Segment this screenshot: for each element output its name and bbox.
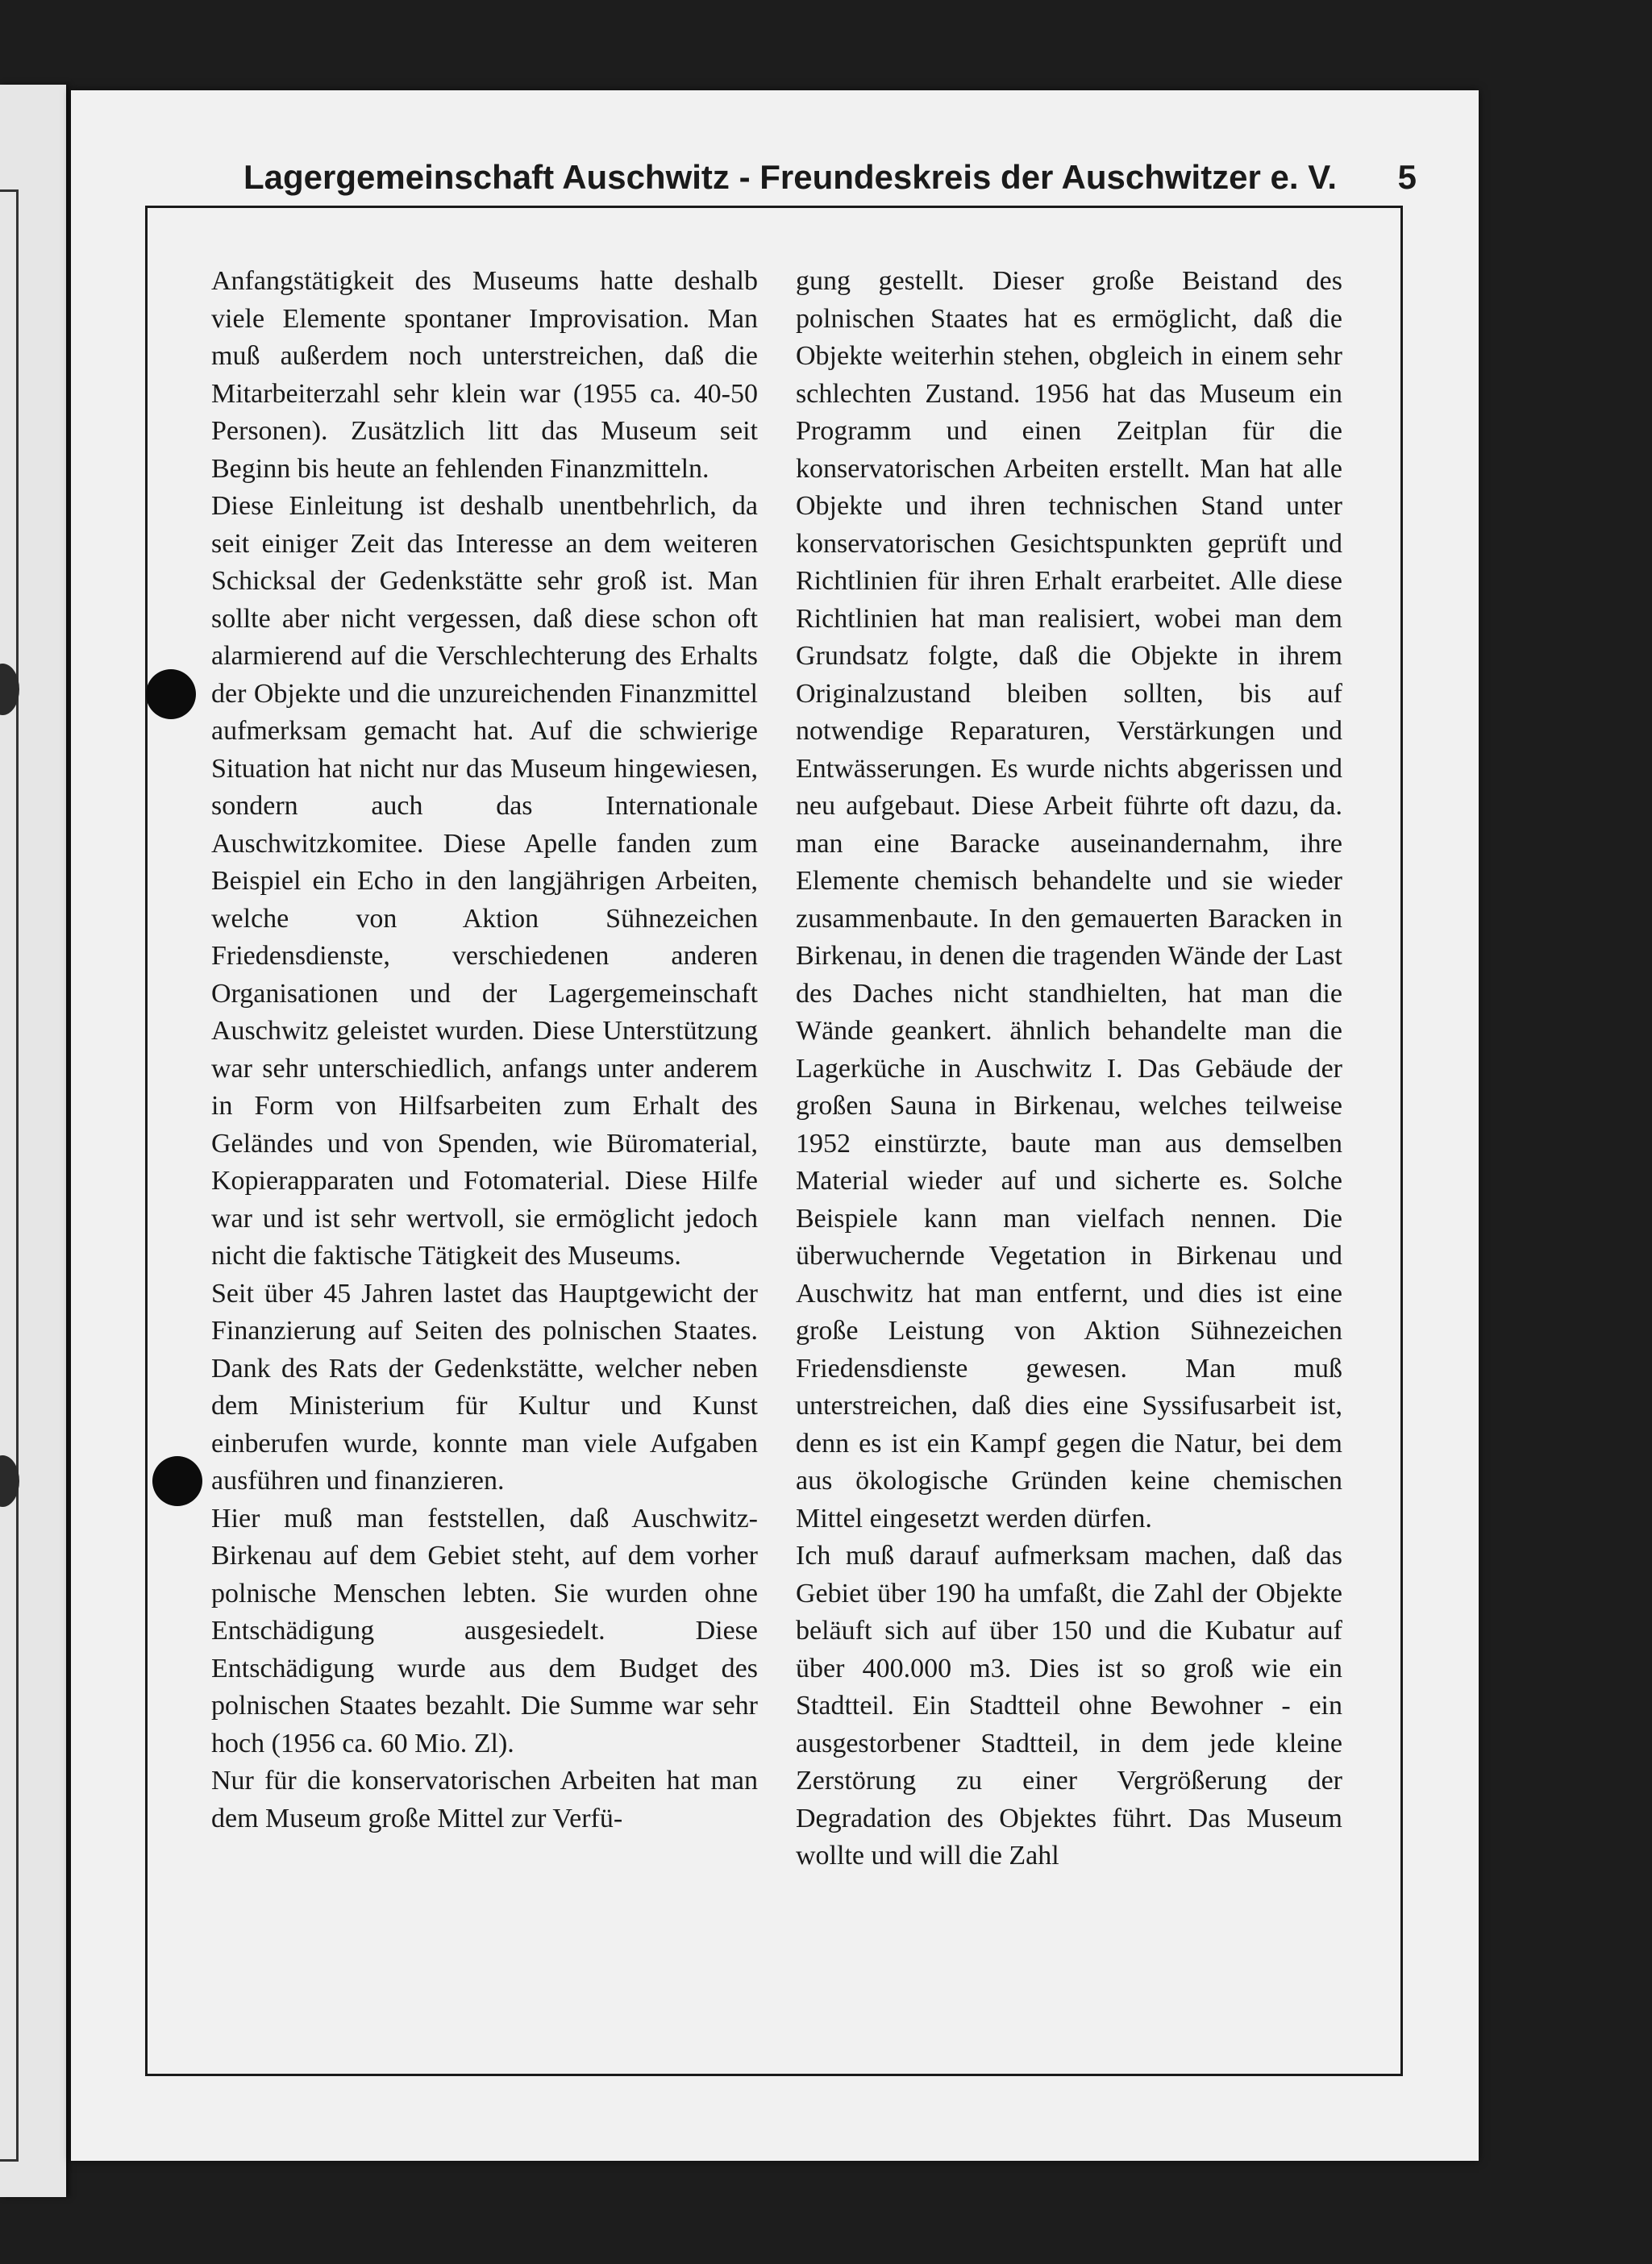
previous-page-edge [0, 85, 66, 2197]
punch-hole [146, 669, 196, 719]
paragraph: gung gestellt. Dieser große Beistand des polnischen Staates hat es ermöglicht, daß die Objekte weiterhin stehen, obgleich in einem sehr schlechten Zustand. 1956 hat das Museum ein Programm und einen Zeitplan für die konservatorischen Arbeiten erstellt. Man hat alle Objekte und ihren technischen Stand unter konservatorischen Gesichtspunkten geprüft und Richtlinien für ihren Erhalt erarbeitet. Alle diese Richtlinien hat man realisiert, wobei man dem Grundsatz folgte, daß die Objekte in ihrem Originalzustand bleiben sollten, bis auf notwendige Reparaturen, Verstärkungen und Entwässerungen. Es wurde nichts abgerissen und neu aufgebaut. Diese Arbeit führte oft dazu, da. man eine Baracke auseinandernahm, ihre Elemente chemisch behandelte und sie wieder zusammenbaute. In den gemauerten Baracken in Birkenau, in denen die tragenden Wände der Last des Daches nicht standhielten, hat man die Wände geankert. ähnlich behandelte man die Lagerküche in Auschwitz I. Das Gebäude der großen Sauna in Birkenau, welches teilweise 1952 einstürzte, baute man aus demselben Material wieder auf und sicherte es. Solche Beispiele kann man vielfach nennen. Die überwuchernde Vegetation in Birkenau und Auschwitz hat man entfernt, und dies ist eine große Leistung von Aktion Sühnezeichen Friedensdienste gewesen. Man muß unterstreichen, daß dies eine Syssifusarbeit ist, denn es ist ein Kampf gegen die Natur, bei dem aus ökologische Gründen keine chemischen Mittel eingesetzt werden dürfen. [796, 266, 1342, 1534]
paragraph: Seit über 45 Jahren lastet das Hauptgewicht der Finanzierung auf Seiten des polnischen Staates. Dank des Rats der Gedenkstätte, welcher neben dem Ministerium für Kultur und Kunst einberufen wurde, konnte man viele Aufgaben ausführen und finanzieren. [211, 1278, 758, 1496]
paragraph: Ich muß darauf aufmerksam machen, daß das Gebiet über 190 ha umfaßt, die Zahl der Objekte beläuft sich auf über 150 und die Kubatur auf über 400.000 m3. Dies ist so groß wie ein Stadtteil. Ein Stadtteil ohne Bewohner - ein ausgestorbener Stadtteil, in dem jede kleine Zerstörung zu einer Vergrößerung der Degradation des Objektes führt. Das Museum wollte und will die Zahl [796, 1541, 1342, 1871]
paragraph: Hier muß man feststellen, daß Auschwitz-Birkenau auf dem Gebiet steht, auf dem vorher polnische Menschen lebten. Sie wurden ohne Entschädigung ausgesiedelt. Diese Entschädigung wurde aus dem Budget des polnischen Staates bezahlt. Die Summe war sehr hoch (1956 ca. 60 Mio. Zl). [211, 1503, 758, 1758]
punch-hole [152, 1456, 202, 1506]
right-column [796, 263, 1342, 1875]
previous-page-frame [0, 189, 19, 2162]
paragraph: Nur für die konservatorischen Arbeiten hat man dem Museum große Mittel zur Verfü- [211, 1766, 758, 1833]
paragraph: Anfangstätigkeit des Museums hatte deshalb viele Elemente spontaner Improvisation. Man muß außerdem noch unterstreichen, daß die Mitarbeiterzahl sehr klein war (1955 ca. 40-50 Personen). Zusätzlich litt das Museum seit Beginn bis heute an fehlenden Finanzmitteln. [211, 266, 758, 484]
paragraph: Diese Einleitung ist deshalb unentbehrlich, da seit einiger Zeit das Interesse an dem weiteren Schicksal der Gedenkstätte sehr groß ist. Man sollte aber nicht vergessen, daß diese schon oft alarmierend auf die Verschlechterung des Erhalts der Objekte und die unzureichenden Finanzmittel aufmerksam gemacht hat. Auf die schwierige Situation hat nicht nur das Museum hingewiesen, sondern auch das Internationale Auschwitzkomitee. Diese Apelle fanden zum Beispiel ein Echo in den langjährigen Arbeiten, welche von Aktion Sühnezeichen Friedensdienste, verschiedenen anderen Organisationen und der Lagergemeinschaft Auschwitz geleistet wurden. Diese Unterstützung war sehr unterschiedlich, anfangs unter anderem in Form von Hilfsarbeiten zum Erhalt des Geländes und von Spenden, wie Büromaterial, Kopierapparaten und Fotomaterial. Diese Hilfe war und ist sehr wertvoll, sie ermöglicht jedoch nicht die faktische Tätigkeit des Museums. [211, 491, 758, 1271]
page-number: 5 [1397, 158, 1417, 196]
left-column [211, 263, 758, 1837]
running-header [171, 158, 1417, 206]
header-title: Lagergemeinschaft Auschwitz - Freundeskreis der Auschwitzer e. V. [243, 158, 1338, 196]
